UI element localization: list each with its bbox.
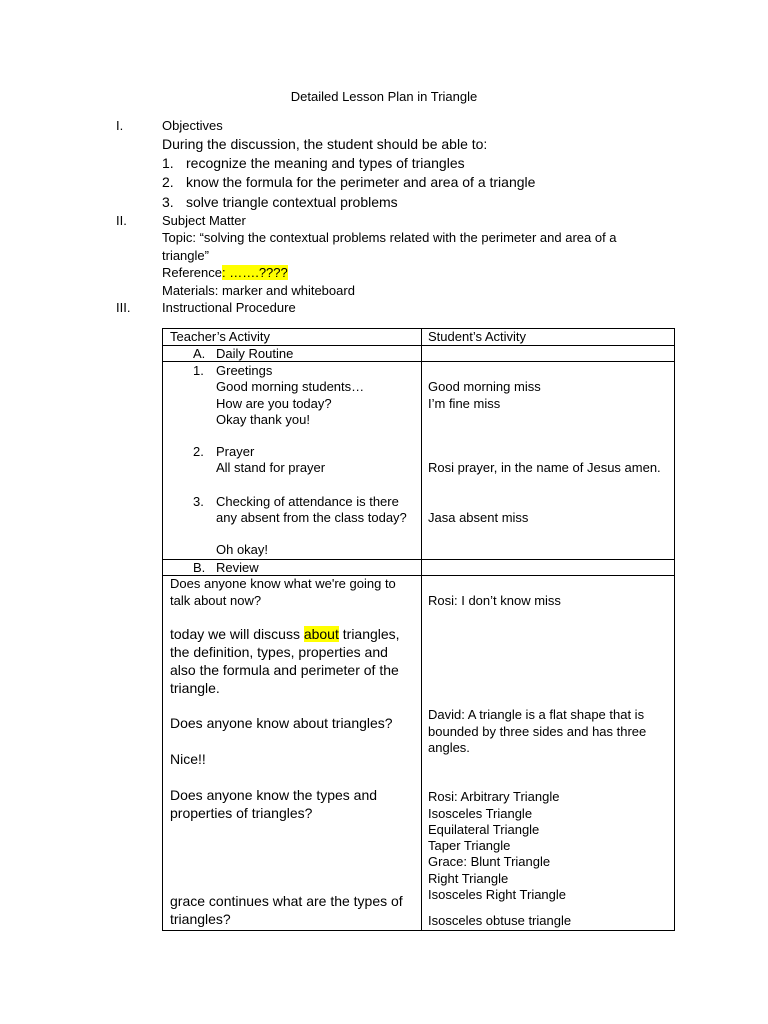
row-b-text: Review <box>216 560 259 575</box>
header-student-activity: Student’s Activity <box>428 329 527 344</box>
student-response: Isosceles Triangle <box>428 806 533 821</box>
row-a-text: Daily Routine <box>216 346 294 361</box>
objective-1-num: 1. <box>162 155 174 171</box>
materials-line: Materials: marker and whiteboard <box>162 283 355 298</box>
prayer-line: All stand for prayer <box>216 460 326 475</box>
student-response: Equilateral Triangle <box>428 822 540 837</box>
student-response: Right Triangle <box>428 871 509 886</box>
reference-line <box>162 265 288 281</box>
review-question-1: Does anyone know what we're going to <box>170 576 396 591</box>
student-response: Rosi: I don’t know miss <box>428 593 561 608</box>
objective-2-num: 2. <box>162 174 174 190</box>
reference-label: Reference <box>162 265 222 280</box>
greetings-num: 1. <box>193 363 204 378</box>
prayer-line: Prayer <box>216 444 255 459</box>
objective-3-text: solve triangle contextual problems <box>186 194 398 210</box>
reference-value: : …….???? <box>221 265 288 280</box>
discussion-line: also the formula and perimeter of the <box>170 662 399 678</box>
student-response: Good morning miss <box>428 379 541 394</box>
attendance-line: Checking of attendance is there <box>216 494 399 509</box>
objective-2-text: know the formula for the perimeter and area of a triangle <box>186 174 536 190</box>
student-response: Rosi: Arbitrary Triangle <box>428 789 560 804</box>
student-response: bounded by three sides and has three <box>428 724 647 739</box>
student-response: angles. <box>428 740 470 755</box>
row-a-label: A. <box>193 346 206 361</box>
attendance-line: any absent from the class today? <box>216 510 407 525</box>
topic-line-1: Topic: “solving the contextual problems related with the perimeter and area of a <box>162 230 617 245</box>
prayer-num: 2. <box>193 444 204 459</box>
student-response: Grace: Blunt Triangle <box>428 854 551 869</box>
highlighted-word: about <box>303 626 339 642</box>
discussion-line <box>170 626 400 643</box>
review-question-3: Does anyone know the types and <box>170 787 378 803</box>
greetings-line: Greetings <box>216 363 273 378</box>
section-1-numeral: I. <box>116 118 124 133</box>
discussion-post: triangles, <box>338 626 400 642</box>
row-b-label: B. <box>193 560 206 575</box>
review-question-1: talk about now? <box>170 593 262 608</box>
section-2-heading: Subject Matter <box>162 213 246 228</box>
discussion-line: triangle. <box>170 680 220 696</box>
teacher-nice: Nice!! <box>170 751 206 767</box>
page-title: Detailed Lesson Plan in Triangle <box>290 89 478 104</box>
attendance-num: 3. <box>193 494 204 509</box>
student-response: Isosceles obtuse triangle <box>428 913 572 928</box>
section-3-numeral: III. <box>116 300 131 315</box>
review-question-2: Does anyone know about triangles? <box>170 715 393 731</box>
student-response: Jasa absent miss <box>428 510 529 525</box>
greetings-line: Good morning students… <box>216 379 365 394</box>
review-question-4: triangles? <box>170 911 231 927</box>
student-response: Rosi prayer, in the name of Jesus amen. <box>428 460 661 475</box>
greetings-line: Okay thank you! <box>216 412 310 427</box>
student-response: David: A triangle is a flat shape that is <box>428 707 645 722</box>
section-2-numeral: II. <box>116 213 127 228</box>
section-3-heading: Instructional Procedure <box>162 300 296 315</box>
topic-line-2: triangle” <box>162 248 209 263</box>
objective-3-num: 3. <box>162 194 174 210</box>
attendance-ok: Oh okay! <box>216 542 269 557</box>
discussion-pre: today we will discuss <box>170 626 304 642</box>
student-response: Isosceles Right Triangle <box>428 887 567 902</box>
discussion-line: the definition, types, properties and <box>170 644 388 660</box>
greetings-line: How are you today? <box>216 396 332 411</box>
review-question-4: grace continues what are the types of <box>170 893 403 909</box>
objectives-intro: During the discussion, the student should be able to: <box>162 136 488 152</box>
header-teacher-activity: Teacher’s Activity <box>170 329 270 344</box>
table-column-divider <box>421 328 422 931</box>
section-1-heading: Objectives <box>162 118 223 133</box>
review-question-3: properties of triangles? <box>170 805 313 821</box>
student-response: Taper Triangle <box>428 838 511 853</box>
objective-1-text: recognize the meaning and types of triangles <box>186 155 465 171</box>
student-response: I’m fine miss <box>428 396 501 411</box>
